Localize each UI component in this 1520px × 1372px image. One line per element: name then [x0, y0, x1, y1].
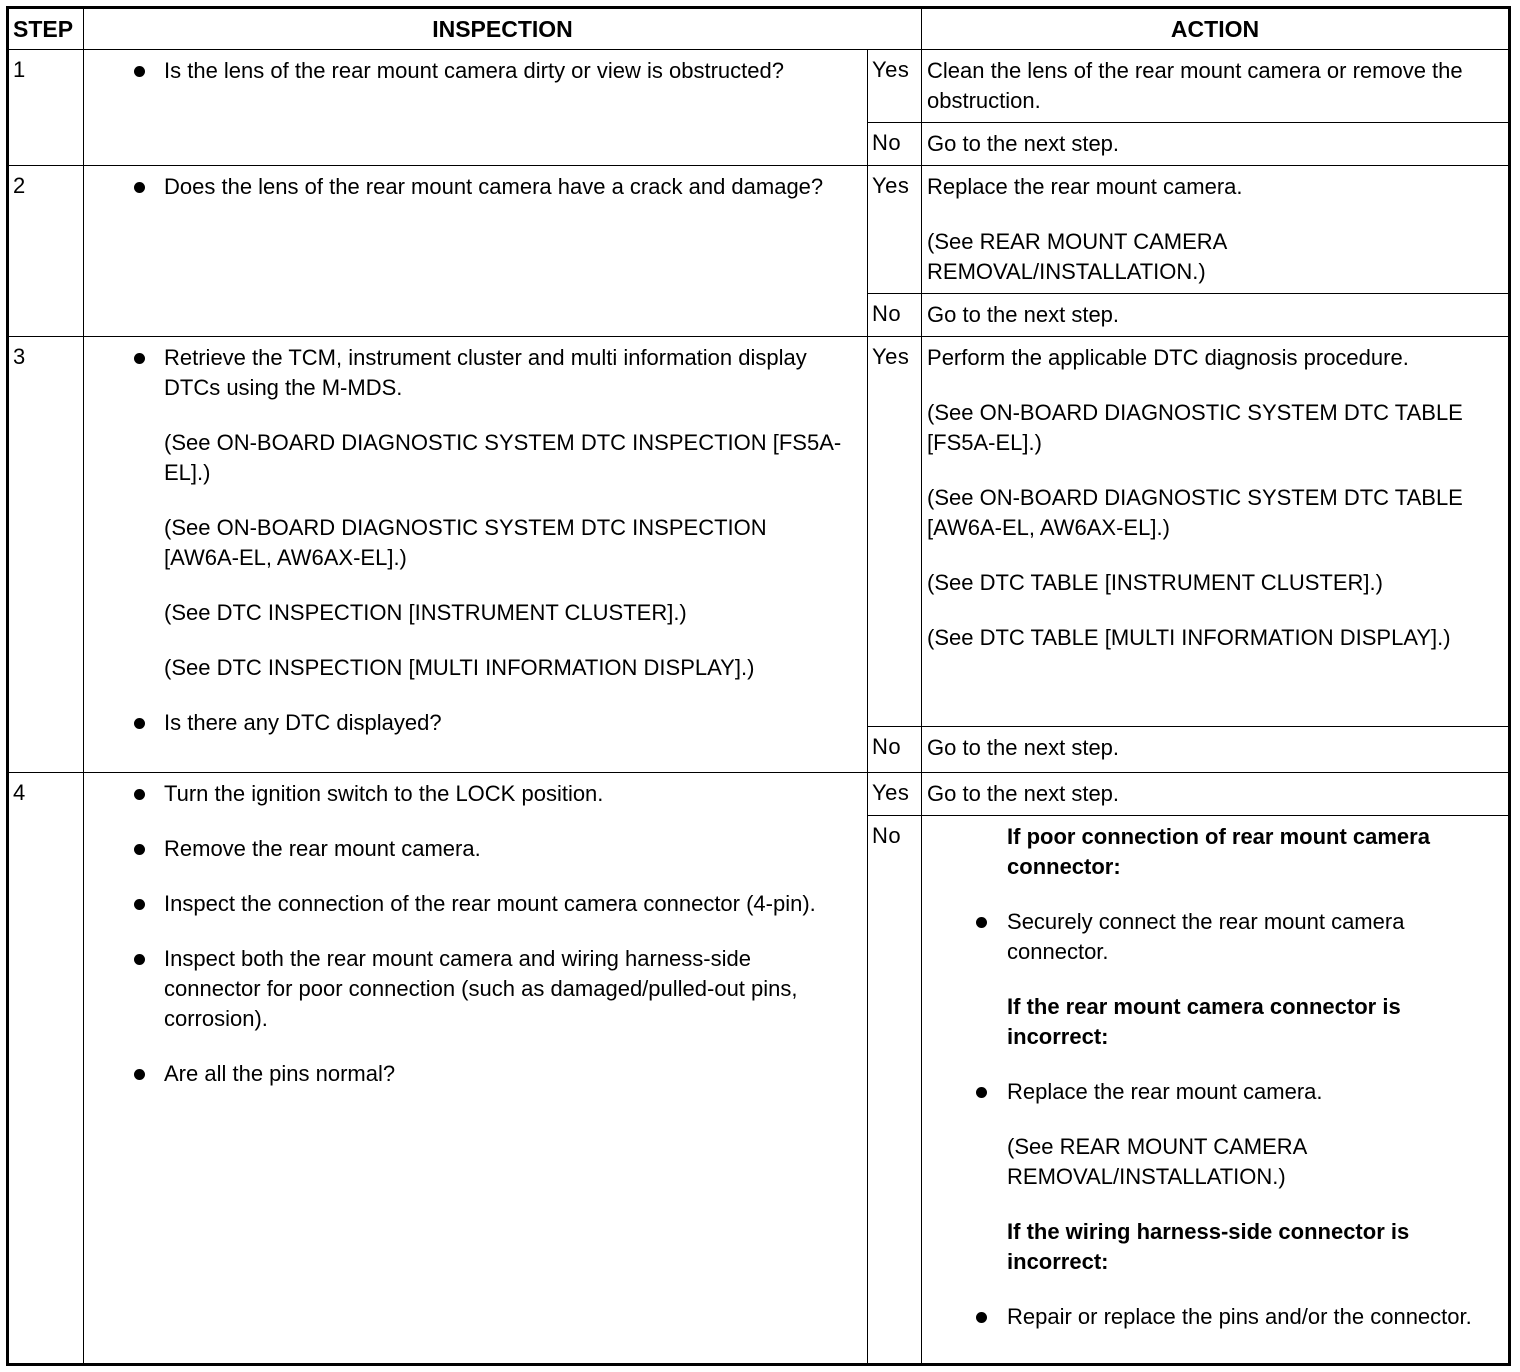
action-reference: (See DTC TABLE [MULTI INFORMATION DISPLAY].): [927, 625, 1451, 650]
remedy-reference: (See REAR MOUNT CAMERA REMOVAL/INSTALLATION.): [1007, 1134, 1307, 1189]
step-3-yes-action: [922, 337, 1510, 727]
step-4-inspection: [84, 773, 868, 1365]
no-label: No: [868, 294, 922, 337]
step-1-yes-action: [922, 50, 1510, 123]
no-label: No: [868, 123, 922, 166]
step-1-yes-row: [8, 50, 1510, 123]
inspection-bullet: Turn the ignition switch to the LOCK position.: [84, 779, 847, 809]
no-label: No: [868, 727, 922, 773]
step-4-no-action: [922, 816, 1510, 1365]
inspection-bullet: Inspect both the rear mount camera and wiring harness-side connector for poor connection (such as damaged/pulled-out pins, corrosion).: [84, 944, 847, 1034]
step-3-inspection: [84, 337, 868, 773]
step-number: 1: [8, 50, 84, 166]
remedy-bullet: Securely connect the rear mount camera connector.: [927, 907, 1500, 967]
inspection-reference: (See ON-BOARD DIAGNOSTIC SYSTEM DTC INSPECTION [AW6A-EL, AW6AX-EL].): [164, 515, 767, 570]
step-4-yes-row: [8, 773, 1510, 816]
action-text: Replace the rear mount camera.: [927, 174, 1243, 199]
inspection-bullet: Remove the rear mount camera.: [84, 834, 847, 864]
action-text: Perform the applicable DTC diagnosis procedure.: [927, 345, 1409, 370]
yes-label: Yes: [868, 50, 922, 123]
yes-label: Yes: [868, 166, 922, 294]
step-2-inspection: [84, 166, 868, 337]
header-action: ACTION: [922, 8, 1510, 50]
yes-label: Yes: [868, 337, 922, 727]
action-reference: (See DTC TABLE [INSTRUMENT CLUSTER].): [927, 570, 1383, 595]
yes-label: Yes: [868, 773, 922, 816]
remedy-bullet: Repair or replace the pins and/or the connector.: [927, 1302, 1500, 1332]
troubleshooting-table: [6, 6, 1511, 1366]
step-number: 2: [8, 166, 84, 337]
step-3-no-action: Go to the next step.: [922, 727, 1510, 773]
step-3-yes-row: [8, 337, 1510, 727]
step-2-yes-action: [922, 166, 1510, 294]
inspection-bullet: Is the lens of the rear mount camera dirty or view is obstructed?: [84, 56, 847, 86]
inspection-reference: (See ON-BOARD DIAGNOSTIC SYSTEM DTC INSPECTION [FS5A-EL].): [164, 430, 842, 485]
inspection-bullet: Does the lens of the rear mount camera have a crack and damage?: [84, 172, 847, 202]
condition-heading: If the rear mount camera connector is incorrect:: [1007, 994, 1401, 1049]
inspection-bullet: Are all the pins normal?: [84, 1059, 847, 1089]
inspection-bullet: Inspect the connection of the rear mount camera connector (4-pin).: [84, 889, 847, 919]
step-1-inspection: [84, 50, 868, 166]
inspection-bullet: Is there any DTC displayed?: [84, 708, 847, 738]
no-label: No: [868, 816, 922, 1365]
inspection-reference: (See DTC INSPECTION [MULTI INFORMATION DISPLAY].): [164, 655, 755, 680]
step-1-no-action: Go to the next step.: [922, 123, 1510, 166]
header-step: STEP: [8, 8, 84, 50]
action-reference: (See REAR MOUNT CAMERA REMOVAL/INSTALLATION.): [927, 229, 1227, 284]
header-inspection: INSPECTION: [84, 8, 922, 50]
step-number: 4: [8, 773, 84, 1365]
step-2-no-action: Go to the next step.: [922, 294, 1510, 337]
remedy-bullet: Replace the rear mount camera.: [927, 1077, 1500, 1107]
step-number: 3: [8, 337, 84, 773]
action-reference: (See ON-BOARD DIAGNOSTIC SYSTEM DTC TABLE [FS5A-EL].): [927, 400, 1463, 455]
action-reference: (See ON-BOARD DIAGNOSTIC SYSTEM DTC TABLE [AW6A-EL, AW6AX-EL].): [927, 485, 1463, 540]
condition-heading: If poor connection of rear mount camera connector:: [1007, 824, 1430, 879]
action-text: Clean the lens of the rear mount camera or remove the obstruction.: [927, 58, 1463, 113]
condition-heading: If the wiring harness-side connector is incorrect:: [1007, 1219, 1410, 1274]
header-row: [8, 8, 1510, 50]
step-2-yes-row: [8, 166, 1510, 294]
step-4-yes-action: Go to the next step.: [922, 773, 1510, 816]
inspection-bullet: Retrieve the TCM, instrument cluster and multi information display DTCs using the M-MDS.: [84, 343, 847, 403]
inspection-reference: (See DTC INSPECTION [INSTRUMENT CLUSTER].): [164, 600, 687, 625]
